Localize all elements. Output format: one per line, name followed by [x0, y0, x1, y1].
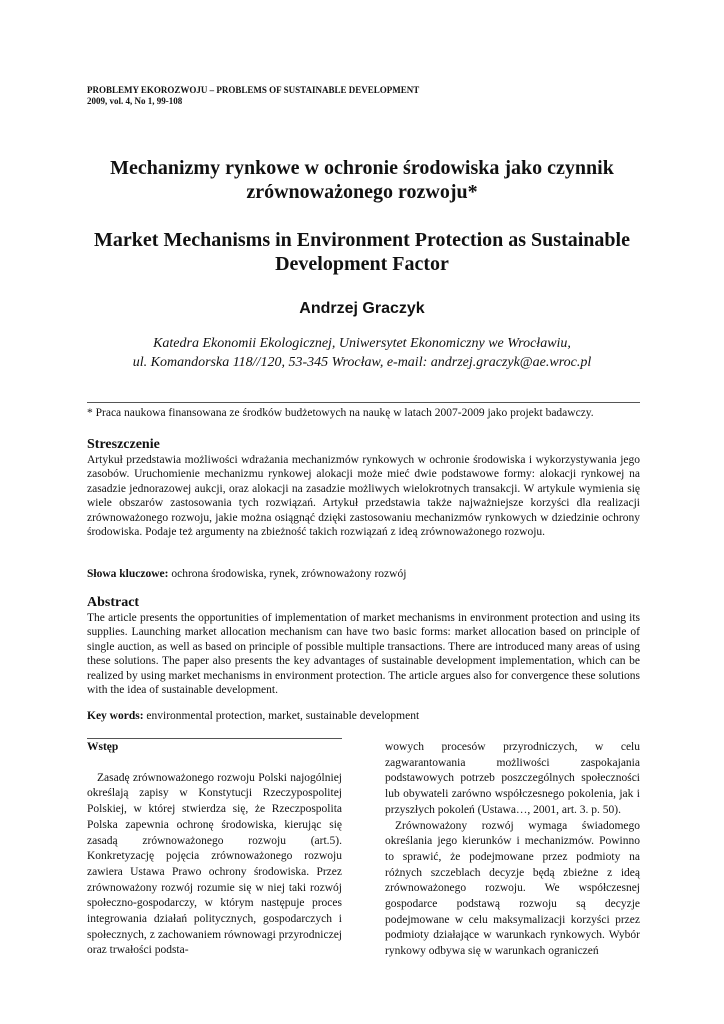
- streszczenie-keywords: [87, 567, 406, 581]
- keywords-pl: ochrona środowiska, rynek, zrównoważony rozwój: [171, 568, 407, 580]
- journal-header: [87, 85, 419, 107]
- author-affiliation: [60, 334, 664, 372]
- keywords-label-en: Key words:: [87, 710, 144, 722]
- author-name: Andrzej Graczyk: [299, 300, 425, 317]
- section-heading-wstep: Wstęp: [87, 741, 119, 753]
- abstract-heading: Abstract: [87, 595, 140, 610]
- right-paragraph-2: Zrównoważony rozwój wymaga świadomego określania jego kierunków i mechanizmów. Powinno to sprawić, że podejmowane przez podmioty na różnych szczeblach decyzje będą zbieżne z ideą zrównoważonego rozwoju. We współczesnej gospodarce podstawą rozwoju są decyzje podejmowane w celu maksymalizacji korzyści przez podmioty działające w warunkach rynkowych. Wybór rynkowy odbywa się w warunkach ograniczeń: [385, 819, 640, 958]
- footnote: * Praca naukowa finansowana ze środków budżetowych na naukę w latach 2007-2009 jako projekt badawczy.: [87, 407, 594, 419]
- keywords-label-pl: Słowa kluczowe:: [87, 568, 169, 580]
- footnote-divider: [87, 402, 640, 403]
- keywords-en: environmental protection, market, sustainable development: [146, 710, 420, 722]
- title-polish: Mechanizmy rynkowe w ochronie środowiska jako czynnik zrównoważonego rozwoju*: [110, 157, 614, 203]
- left-column: [87, 740, 342, 959]
- journal-issue: 2009, vol. 4, No 1, 99-108: [87, 96, 183, 106]
- left-column-divider: [87, 738, 342, 739]
- abstract-text: The article presents the opportunities of implementation of market mechanisms in environment protection and using its supplies. Launching market allocation mechanism can have two basic forms: market allocation based on principle of single auction, as well as based on principle of possible multiple transactions. There are introduced many areas of using these solutions. The paper also presents the key advantages of sustainable development implementation, which can be realized by using market mechanisms in environment protection. The article argues also for convergence these solutions with the idea of sustainable development.: [87, 612, 640, 697]
- streszczenie-heading: Streszczenie: [87, 437, 160, 452]
- journal-name: PROBLEMY EKOROZWOJU – PROBLEMS OF SUSTAINABLE DEVELOPMENT: [87, 85, 420, 95]
- streszczenie-text: Artykuł przedstawia możliwości wdrażania mechanizmów rynkowych w ochronie środowiska i wykorzystywania jego zasobów. Uruchomienie mechanizmu rynkowej alokacji może mieć dwie podstawowe formy: alokacji rynkowej na zasadzie jednorazowej aukcji, oraz alokacji na zasadzie możliwych wielokrotnych transakcji. W artykule wymienia się wiele obszarów zastosowania tych rozwiązań. Artykuł przedstawia także najważniejsze korzyści dla realizacji zrównoważonego rozwoju, jakie można osiągnąć dzięki zastosowaniu mechanizmów rynkowych w dziedzinie ochrony środowiska. Podaje też argumenty na zbieżność takich rozwiązań z ideą zrównoważonego rozwoju.: [87, 454, 640, 539]
- abstract-keywords: [87, 709, 419, 723]
- right-column: [385, 740, 640, 960]
- affiliation-line-1: Katedra Ekonomii Ekologicznej, Uniwersytet Ekonomiczny we Wrocławiu,: [153, 336, 571, 351]
- affiliation-line-2: ul. Komandorska 118//120, 53-345 Wrocław, e-mail: andrzej.graczyk@ae.wroc.pl: [132, 355, 592, 370]
- right-paragraph-1: wowych procesów przyrodniczych, w celu zagwarantowania możliwości zaspokajania podstawowych potrzeb poszczególnych społeczności lub obywateli zarówno współczesnego pokolenia, jak i przyszłych pokoleń (Ustawa…, 2001, art. 3. p. 50).: [385, 741, 640, 816]
- left-paragraph: Zasadę zrównoważonego rozwoju Polski najogólniej określają zapisy w Konstytucji Rzeczypospolitej Polskiej, w której stwierdza się, że Rzeczpospolita Polska zapewnia ochronę środowiska, kierując się zasadą zrównoważonego rozwoju (art.5). Konkretyzację pojęcia zrównoważonego rozwoju zawiera Ustawa Prawo ochrony środowiska. Przez zrównoważony rozwój rozumie się w niej taki rozwój społeczno-gospodarczy, w którym następuje proces integrowania działań politycznych, gospodarczych i społecznych, z zachowaniem równowagi przyrodniczej oraz trwałości podsta-: [87, 771, 342, 957]
- title-english: Market Mechanisms in Environment Protection as Sustainable Development Factor: [94, 229, 630, 275]
